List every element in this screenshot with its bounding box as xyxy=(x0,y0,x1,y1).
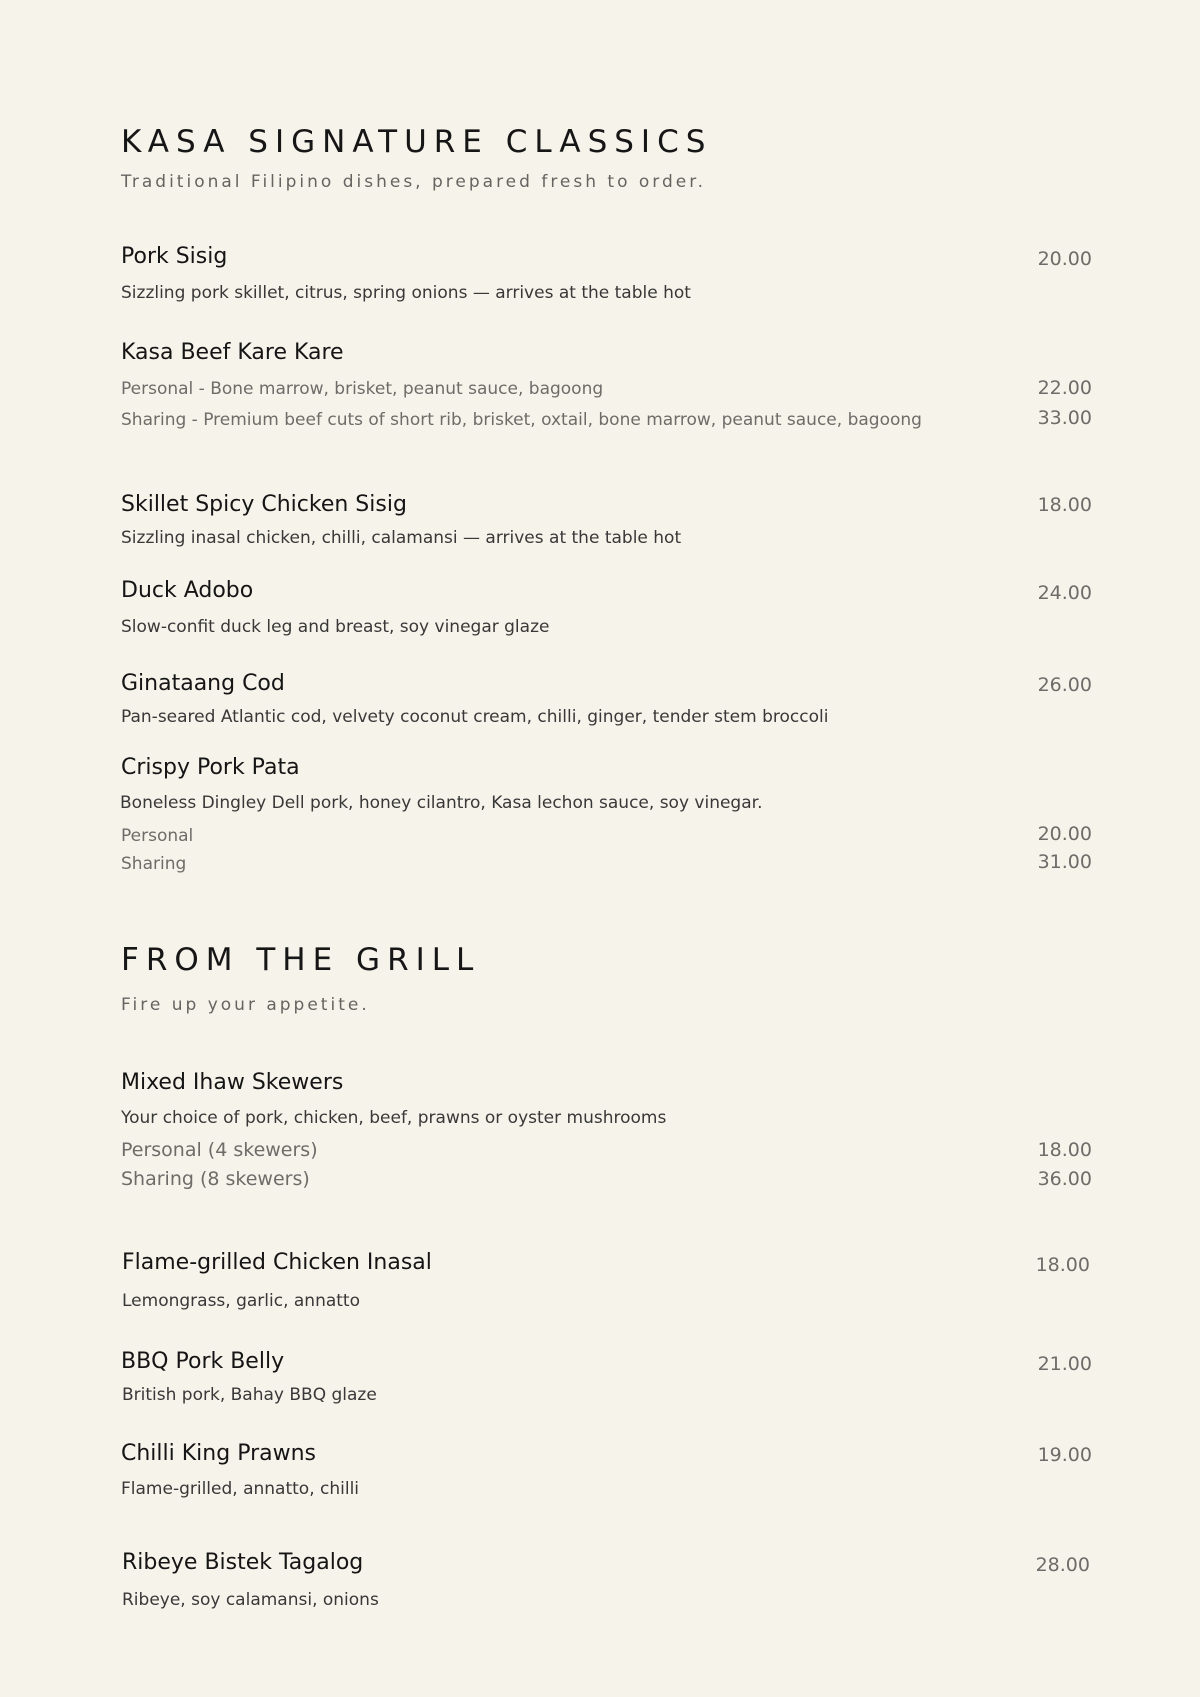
menu-item-option-price: 22.00 xyxy=(1037,377,1092,399)
section-subtitle-from-the-grill: Fire up your appetite. xyxy=(121,995,370,1015)
menu-item-price: 20.00 xyxy=(1037,248,1092,270)
menu-item-description: Your choice of pork, chicken, beef, prawns or oyster mushrooms xyxy=(121,1108,667,1128)
menu-item-option-price: 36.00 xyxy=(1037,1168,1092,1190)
menu-item-name: Ribeye Bistek Tagalog xyxy=(122,1550,364,1575)
menu-item-description: British pork, Bahay BBQ glaze xyxy=(122,1385,377,1405)
menu-item-description: Pan-seared Atlantic cod, velvety coconut cream, chilli, ginger, tender stem broccoli xyxy=(121,707,829,727)
menu-item-option-price: 33.00 xyxy=(1037,407,1092,429)
menu-item-name: Duck Adobo xyxy=(121,578,254,603)
menu-item-description: Lemongrass, garlic, annatto xyxy=(122,1291,360,1311)
menu-item-description: Ribeye, soy calamansi, onions xyxy=(122,1590,379,1610)
menu-item-description: Slow-confit duck leg and breast, soy vinegar glaze xyxy=(121,617,550,637)
menu-item-description: Sizzling inasal chicken, chilli, calamansi — arrives at the table hot xyxy=(121,528,682,548)
menu-item-name: Kasa Beef Kare Kare xyxy=(121,340,344,365)
section-title-signature-classics: KASA SIGNATURE CLASSICS xyxy=(121,124,713,160)
menu-item-price: 18.00 xyxy=(1037,494,1092,516)
menu-item-price: 21.00 xyxy=(1037,1353,1092,1375)
menu-item-price: 26.00 xyxy=(1037,674,1092,696)
menu-item-name: BBQ Pork Belly xyxy=(121,1349,285,1374)
menu-item-name: Flame-grilled Chicken Inasal xyxy=(122,1250,432,1275)
section-title-from-the-grill: FROM THE GRILL xyxy=(121,942,481,978)
menu-item-option: Sharing - Premium beef cuts of short rib, brisket, oxtail, bone marrow, peanut sauce, bagoong xyxy=(121,410,922,430)
menu-item-name: Skillet Spicy Chicken Sisig xyxy=(121,492,407,517)
menu-item-description: Sizzling pork skillet, citrus, spring onions — arrives at the table hot xyxy=(121,283,691,303)
menu-item-price: 18.00 xyxy=(1035,1254,1090,1276)
menu-item-name: Ginataang Cod xyxy=(121,671,285,696)
section-subtitle-signature-classics: Traditional Filipino dishes, prepared fresh to order. xyxy=(121,172,707,192)
menu-item-name: Chilli King Prawns xyxy=(121,1441,316,1466)
menu-item-option: Sharing xyxy=(121,854,187,874)
menu-item-name: Pork Sisig xyxy=(121,244,228,269)
menu-item-description: Boneless Dingley Dell pork, honey cilantro, Kasa lechon sauce, soy vinegar. xyxy=(120,793,763,813)
menu-item-option-price: 31.00 xyxy=(1037,851,1092,873)
menu-item-name: Crispy Pork Pata xyxy=(121,755,300,780)
menu-item-option: Personal - Bone marrow, brisket, peanut sauce, bagoong xyxy=(121,379,604,399)
menu-item-description: Flame-grilled, annatto, chilli xyxy=(121,1479,360,1499)
menu-item-option-price: 20.00 xyxy=(1037,823,1092,845)
menu-item-option: Personal xyxy=(121,826,194,846)
menu-item-option: Personal (4 skewers) xyxy=(121,1139,318,1161)
menu-item-price: 28.00 xyxy=(1035,1554,1090,1576)
menu-item-price: 19.00 xyxy=(1037,1444,1092,1466)
menu-item-option: Sharing (8 skewers) xyxy=(121,1168,310,1190)
menu-item-price: 24.00 xyxy=(1037,582,1092,604)
menu-item-name: Mixed Ihaw Skewers xyxy=(121,1070,344,1095)
menu-item-option-price: 18.00 xyxy=(1037,1139,1092,1161)
